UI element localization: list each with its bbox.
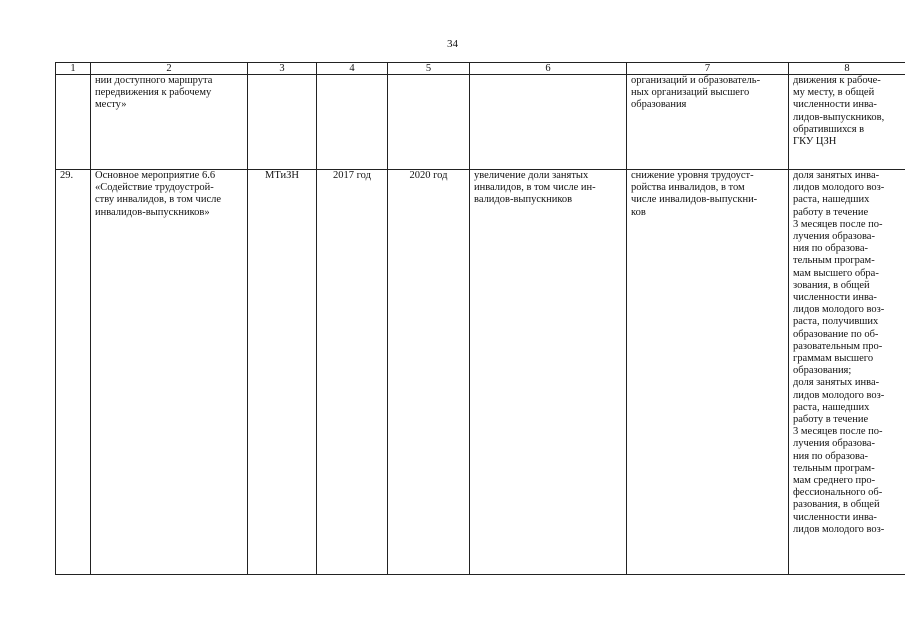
cell-number: 29. bbox=[56, 170, 91, 575]
page-number: 34 bbox=[447, 38, 458, 50]
cell-executor bbox=[248, 75, 317, 170]
cell-end-year: 2020 год bbox=[388, 170, 470, 575]
cell-start-year: 2017 год bbox=[317, 170, 388, 575]
column-header: 7 bbox=[627, 63, 789, 75]
column-header: 6 bbox=[470, 63, 627, 75]
cell-executor: МТиЗН bbox=[248, 170, 317, 575]
cell-start-year bbox=[317, 75, 388, 170]
program-measures-table bbox=[55, 62, 905, 575]
column-header: 2 bbox=[91, 63, 248, 75]
cell-measure-name: нии доступного маршрута передвижения к рабочему месту» bbox=[91, 75, 248, 170]
column-number-row bbox=[56, 63, 905, 75]
cell-consequences: снижение уровня трудоуст- ройства инвалидов, в том числе инвалидов-выпускни- ков bbox=[627, 170, 789, 575]
cell-consequences: организаций и образователь- ных организаций высшего образования bbox=[627, 75, 789, 170]
cell-number bbox=[56, 75, 91, 170]
cell-measure-name: Основное мероприятие 6.6 «Содействие трудоустрой- ству инвалидов, в том числе инвалидов-выпускников» bbox=[91, 170, 248, 575]
column-header: 5 bbox=[388, 63, 470, 75]
column-header: 1 bbox=[56, 63, 91, 75]
column-header: 3 bbox=[248, 63, 317, 75]
cell-indicators: доля занятых инва- лидов молодого воз- раста, нашедших работу в течение 3 месяцев после по- лучения образова- ния по образова- тельным програм- мам высшего обра- зования, в общей численности инва- лидов молодого воз- раста, получивших образование по об- разовательным про- граммам высшего образования; доля занятых инва- лидов молодого воз- раста, нашедших работу в течение 3 месяцев после по- лучения образова- ния по образова- тельным програм- мам среднего про- фессионального об- разования, в общей численности инва- лидов молодого воз- bbox=[789, 170, 905, 575]
column-header: 4 bbox=[317, 63, 388, 75]
table-row-29 bbox=[56, 170, 905, 575]
cell-expected-result: увеличение доли занятых инвалидов, в том числе ин- валидов-выпускников bbox=[470, 170, 627, 575]
cell-end-year bbox=[388, 75, 470, 170]
cell-expected-result bbox=[470, 75, 627, 170]
cell-indicators: движения к рабоче- му месту, в общей численности инва- лидов-выпускников, обратившихся в ГКУ ЦЗН bbox=[789, 75, 905, 170]
table-row-continuation bbox=[56, 75, 905, 170]
column-header: 8 bbox=[789, 63, 905, 75]
